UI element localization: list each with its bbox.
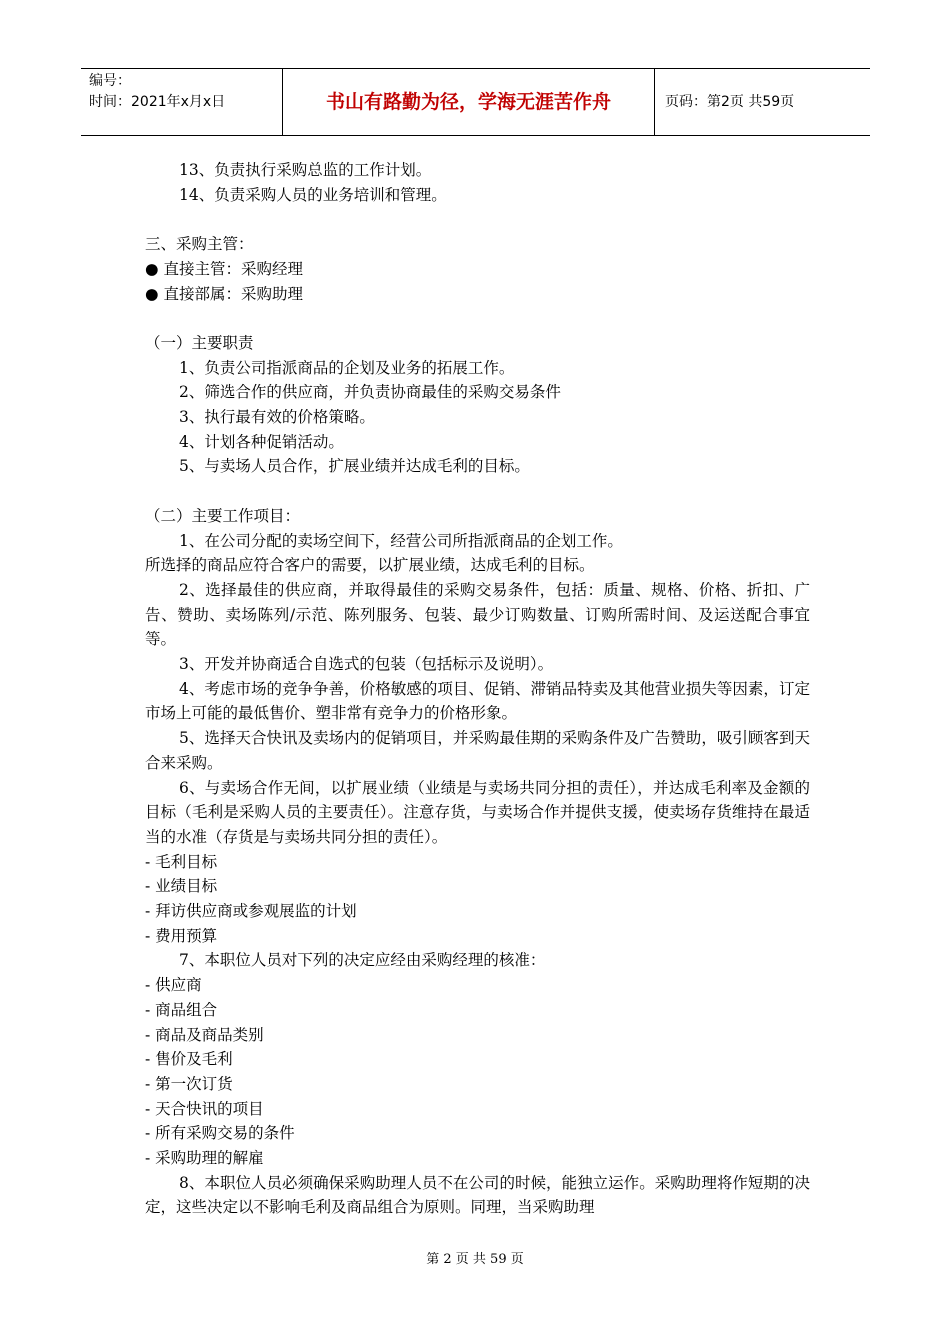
text-line: ● 直接部属：采购助理 bbox=[145, 284, 303, 303]
text-line: - 业绩目标 bbox=[145, 877, 218, 896]
text-line: 4、计划各种促销活动。 bbox=[179, 432, 344, 451]
text-line: （二）主要工作项目： bbox=[145, 506, 301, 525]
page-footer: 第 2 页 共 59 页 bbox=[426, 1252, 524, 1267]
text-line: 1、负责公司指派商品的企划及业务的拓展工作。 bbox=[179, 358, 515, 377]
text-line: 3、执行最有效的价格策略。 bbox=[179, 408, 375, 426]
serial-label: 编号： bbox=[89, 73, 131, 89]
text-line: 1、在公司分配的卖场空间下，经营公司所指派商品的企划工作。 bbox=[179, 531, 623, 550]
text-line: 6、与卖场合作无间，以扩展业绩（业绩是与卖场共同分担的责任），并达成毛利率及金额的目标（毛利是采购人员的主要责任）。注意存货，与卖场合作并提供支援，使卖场存货维持在最适当的水准（存货是与卖场共同分担的责任）。 bbox=[145, 778, 810, 846]
text-line: 5、与卖场人员合作，扩展业绩并达成毛利的目标。 bbox=[179, 457, 530, 476]
text-line: - 拜访供应商或参观展监的计划 bbox=[145, 902, 357, 921]
paragraph-gap bbox=[145, 306, 810, 331]
text-line: 4、考虑市场的竞争争善，价格敏感的项目、促销、滞销品特卖及其他营业损失等因素，订定市场上可能的最低售价、塑非常有竞争力的价格形象。 bbox=[145, 679, 810, 723]
text-line: - 采购助理的解雇 bbox=[145, 1149, 264, 1168]
text-line: 2、选择最佳的供应商，并取得最佳的采购交易条件，包括：质量、规格、价格、折扣、广告、赞助、卖场陈列/示范、陈列服务、包装、最少订购数量、订购所需时间、及运送配合事宜等。 bbox=[145, 580, 810, 649]
date-label: 时间：2021年x月x日 bbox=[89, 94, 226, 110]
header-motto: 书山有路勤为径，学海无涯苦作舟 bbox=[283, 69, 655, 135]
text-line: - 毛利目标 bbox=[145, 852, 218, 871]
text-line: 7、本职位人员对下列的决定应经由采购经理的核准： bbox=[179, 951, 546, 970]
text-line: 13、负责执行采购总监的工作计划。 bbox=[179, 161, 432, 179]
text-line: - 供应商 bbox=[145, 976, 202, 995]
paragraph-gap bbox=[145, 479, 810, 504]
page-header bbox=[81, 68, 870, 136]
text-line: - 商品组合 bbox=[145, 1000, 218, 1019]
text-line: - 天合快讯的项目 bbox=[145, 1099, 264, 1118]
text-line: ● 直接主管：采购经理 bbox=[145, 259, 303, 278]
text-line: 8、本职位人员必须确保采购助理人员不在公司的时候，能独立运作。采购助理将作短期的决定，这些决定以不影响毛利及商品组合为原则。同理，当采购助理 bbox=[145, 1173, 810, 1217]
text-line: 3、开发并协商适合自选式的包装（包括标示及说明）。 bbox=[179, 655, 554, 674]
text-line: - 费用预算 bbox=[145, 926, 218, 945]
text-line: - 第一次订货 bbox=[145, 1074, 233, 1093]
document-body bbox=[145, 158, 810, 1220]
text-line: 5、选择天合快讯及卖场内的促销项目，并采购最佳期的采购条件及广告赞助，吸引顾客到天合来采购。 bbox=[145, 729, 810, 772]
text-line: - 商品及商品类别 bbox=[145, 1025, 264, 1044]
paragraph-gap bbox=[145, 207, 810, 232]
text-line: 三、采购主管： bbox=[145, 235, 254, 254]
text-line: 14、负责采购人员的业务培训和管理。 bbox=[179, 185, 447, 204]
text-line: 2、筛选合作的供应商，并负责协商最佳的采购交易条件 bbox=[179, 383, 561, 402]
text-line: - 售价及毛利 bbox=[145, 1050, 233, 1069]
text-line: - 所有采购交易的条件 bbox=[145, 1124, 295, 1143]
header-meta bbox=[81, 69, 283, 135]
text-line: （一）主要职责 bbox=[145, 333, 254, 352]
text-line: 所选择的商品应符合客户的需要，以扩展业绩，达成毛利的目标。 bbox=[145, 556, 595, 575]
header-page-info: 页码：第2页 共59页 bbox=[665, 94, 795, 110]
